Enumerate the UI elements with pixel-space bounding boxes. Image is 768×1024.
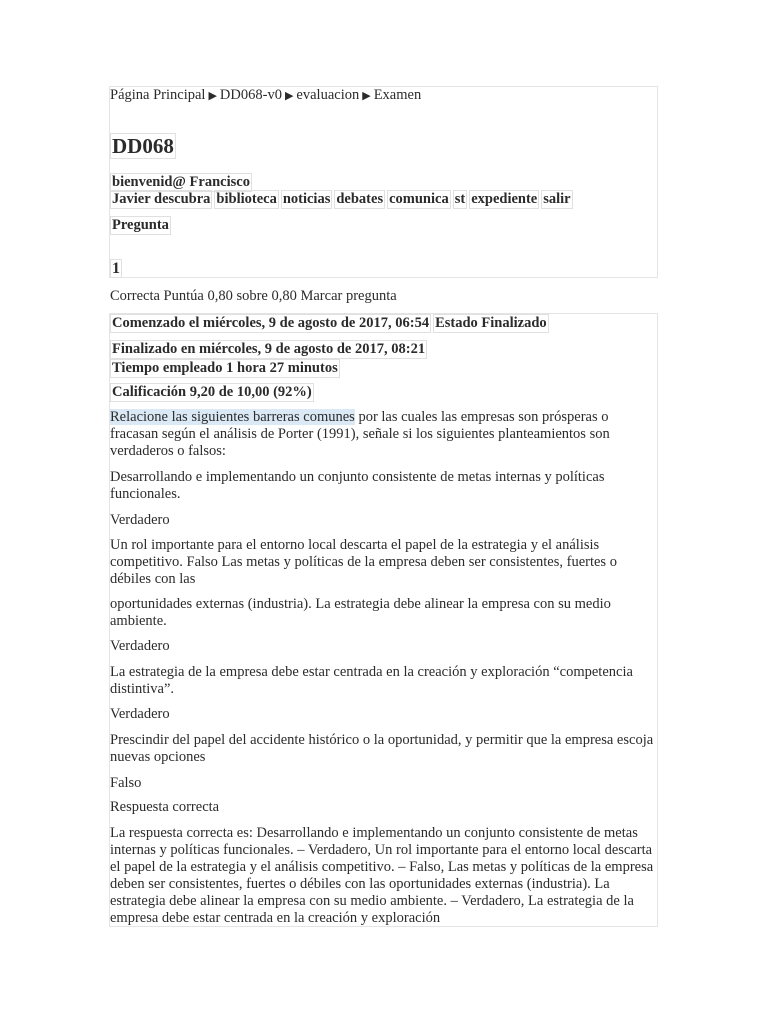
breadcrumb-course-link[interactable]: DD068-v0 [219,87,282,103]
question-status: Correcta Puntúa 0,80 sobre 0,80 Marcar pregunta [110,288,397,304]
breadcrumb-separator-icon: ▶ [208,90,217,102]
question-label-text: Pregunta [112,217,169,233]
attempt-state: Estado Finalizado [435,315,547,331]
nav-item-noticias[interactable]: noticias [282,191,331,207]
nav-item-st[interactable]: st [454,191,466,207]
attempt-row-grade [110,383,655,402]
breadcrumb-current: Examen [373,87,422,103]
breadcrumb-home-link[interactable]: Página Principal [110,87,206,103]
statement-3: oportunidades externas (industria). La estrategia debe alinear la empresa con su medio ambiente. [110,596,611,629]
breadcrumb-separator-icon: ▶ [362,90,371,102]
nav-item-comunica[interactable]: comunica [389,191,449,207]
question-prompt [110,409,655,460]
answer-4: Verdadero [110,706,170,722]
breadcrumb-separator-icon: ▶ [284,90,294,102]
nav-item-salir[interactable]: salir [543,191,571,207]
attempt-grade: Calificación 9,20 de 10,00 (92%) [112,384,312,400]
attempt-time-taken: Tiempo empleado 1 hora 27 minutos [112,360,338,376]
statement-4: La estrategia de la empresa debe estar centrada en la creación y exploración “competencia distintiva”. [110,664,633,697]
page-title: DD068 [112,134,174,158]
attempt-finished: Finalizado en miércoles, 9 de agosto de 2017, 08:21 [112,341,426,357]
answer-3: Verdadero [110,638,170,654]
top-nav [110,190,655,209]
statement-1: Desarrollando e implementando un conjunto consistente de metas internas y políticas funcionales. [110,469,605,502]
prompt-highlight: Relacione las siguientes barreras comunes [110,409,355,425]
prompt-text: por las cuales las empresas son prósperas o fracasan según el análisis de Porter (1991), señale si los siguientes planteamientos son verdaderos o falsos: [110,409,610,459]
answer-5: Falso [110,775,142,791]
breadcrumb-section-link[interactable]: evaluacion [296,87,360,103]
question-label [110,216,655,235]
correct-answer-text: La respuesta correcta es: Desarrollando e implementando un conjunto consistente de metas internas y políticas funcionales. – Verdadero, Un rol importante para el entorno local descarta el papel de la estrategia y el análisis competitivo. – Falso, Las metas y políticas de la empresa deben ser consistentes, fuertes o débiles con las oportunidades externas (industria). La estrategia debe alinear la empresa con su medio ambiente. – Verdadero, La estrategia de la empresa debe estar centrada en la creación y exploración [110,825,654,925]
question-number-text: 1 [112,260,120,277]
attempt-row-finish [110,340,655,378]
breadcrumb [110,87,655,105]
welcome-text: bienvenid@ Francisco [112,174,250,190]
nav-item-debates[interactable]: debates [336,191,384,207]
nav-item-descubra[interactable]: Javier descubra [112,191,211,207]
attempt-started: Comenzado el miércoles, 9 de agosto de 2017, 06:54 [112,315,430,331]
statement-5: Prescindir del papel del accidente histórico o la oportunidad, y permitir que la empresa escoja nuevas opciones [110,732,654,765]
attempt-row-start [110,314,655,333]
nav-item-biblioteca[interactable]: biblioteca [216,191,277,207]
answer-1: Verdadero [110,512,170,528]
question-number [110,259,655,278]
feedback-text: Respuesta correcta [110,799,220,815]
statement-2: Un rol importante para el entorno local descarta el papel de la estrategia y el análisis competitivo. Falso Las metas y políticas de la empresa deben ser consistentes, fuertes o débiles con las [110,537,617,587]
nav-item-expediente[interactable]: expediente [471,191,538,207]
